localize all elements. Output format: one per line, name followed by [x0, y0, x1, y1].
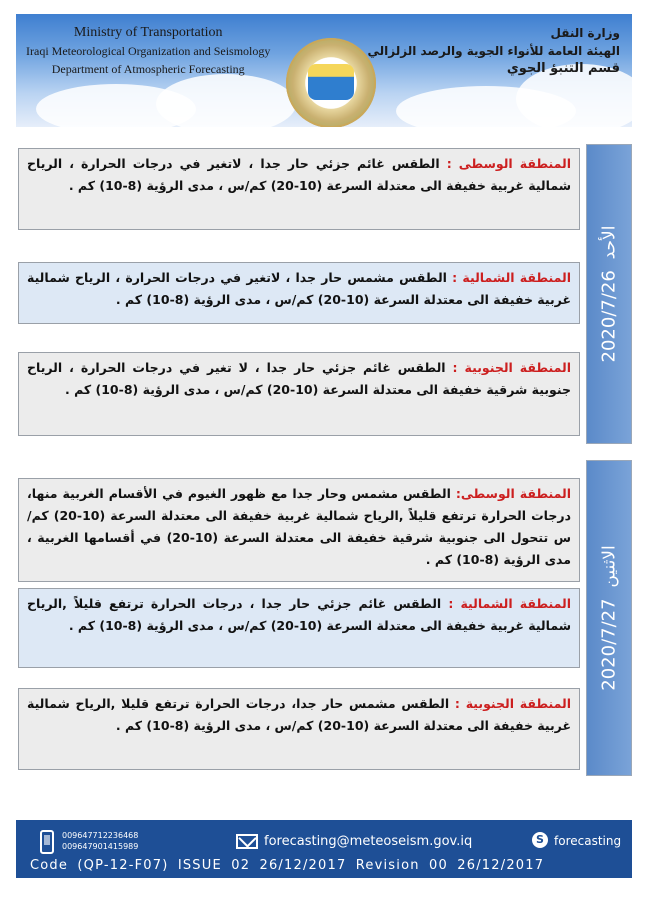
forecast-text: الطقس مشمس حار جدا ، لاتغير في درجات الحرارة ، الرياح شمالية غربية خفيفة الى معتدلة السرعة (10-20) كم/س ، مدى الرؤية (8-10) كم . — [27, 270, 571, 307]
forecast-text: الطقس غائم جزئي حار جدا ، لاتغير في درجات الحرارة ، الرياح شمالية غربية خفيفة الى معتدلة السرعة (10-20) كم/س ، مدى الرؤية (8-10) كم . — [27, 156, 571, 193]
email-link[interactable]: forecasting@meteoseism.gov.iq — [264, 834, 473, 849]
forecast-south-day2 — [18, 688, 580, 770]
header-banner — [16, 14, 632, 127]
day-name: الأحد — [599, 225, 620, 260]
region-name: المنطقة الشمالية : — [452, 270, 571, 285]
day-date: 2020/7/27 — [598, 598, 620, 691]
organization-name-ar: الهيئة العامة للأنواء الجوية والرصد الزلزالي — [367, 44, 620, 58]
phone-number-2: 009647901415989 — [62, 842, 139, 851]
header-arabic — [368, 24, 620, 78]
day-label-monday — [586, 460, 632, 776]
organization-name-en: Iraqi Meteorological Organization and Seismology — [26, 44, 271, 58]
day-label-sunday — [586, 144, 632, 444]
forecast-central-day2 — [18, 478, 580, 582]
day-name: الاثنين — [599, 545, 620, 588]
region-name: المنطقة الجنوبية : — [452, 360, 571, 375]
forecast-south-day1 — [18, 352, 580, 436]
phone-number-1: 009647712236468 — [62, 831, 139, 840]
department-name-en: Department of Atmospheric Forecasting — [51, 62, 245, 76]
skype-handle[interactable]: forecasting — [554, 834, 622, 848]
mail-icon — [236, 834, 258, 849]
forecast-text: الطقس غائم جزئي حار جدا ، لا تغير في درجات الحرارة ، الرياح جنوبية شرقية خفيفة الى معتدلة السرعة (10-20) كم/س ، مدى الرؤية (8-10) كم . — [27, 360, 571, 397]
forecast-north-day2 — [18, 588, 580, 668]
phone-icon — [40, 830, 54, 854]
header-english — [26, 24, 270, 78]
footer-bar — [16, 820, 632, 878]
skype-icon: S — [532, 832, 548, 848]
region-name: المنطقة الوسطى : — [446, 156, 571, 171]
forecast-text: الطقس غائم جزئي حار جدا ، درجات الحرارة ترتفع قليلاً ,الرياح شمالية غربية خفيفة الى معتدلة السرعة (10-20) كم/س ، مدى الرؤية (8-10) كم . — [27, 596, 571, 633]
region-name: المنطقة الجنوبية : — [454, 696, 571, 711]
region-name: المنطقة الوسطى: — [455, 486, 571, 501]
phone-numbers — [62, 830, 138, 852]
forecast-text: الطقس مشمس حار جدا، درجات الحرارة ترتفع قليلا ,الرياح شمالية غربية خفيفة الى معتدلة السرعة (10-20) كم/س ، مدى الرؤية (8-10) كم . — [27, 696, 571, 733]
organization-logo-icon — [286, 38, 376, 127]
department-name-ar: قسم التنبؤ الجوي — [506, 61, 620, 76]
document-code-line: Code (QP-12-F07) ISSUE 02 26/12/2017 Revision 00 26/12/2017 — [30, 858, 545, 873]
ministry-name-ar: وزارة النقل — [550, 26, 620, 40]
forecast-north-day1 — [18, 262, 580, 324]
forecast-central-day1 — [18, 148, 580, 230]
ministry-name-en: Ministry of Transportation — [73, 25, 223, 40]
day-date: 2020/7/26 — [598, 270, 620, 363]
region-name: المنطقة الشمالية : — [448, 596, 571, 611]
forecast-text: الطقس مشمس وحار جدا مع ظهور الغيوم في الأقسام الغربية منها، درجات الحرارة ترتفع قليلاً ,الرياح شمالية غربية خفيفة الى معتدلة السرعة (10-20) كم/س تتحول الى جنوبية شرقية خفيفة الى معتدلة السرعة (10-20) في أقسامها الغربية ، مدى الرؤية (8-10) كم . — [27, 486, 571, 567]
